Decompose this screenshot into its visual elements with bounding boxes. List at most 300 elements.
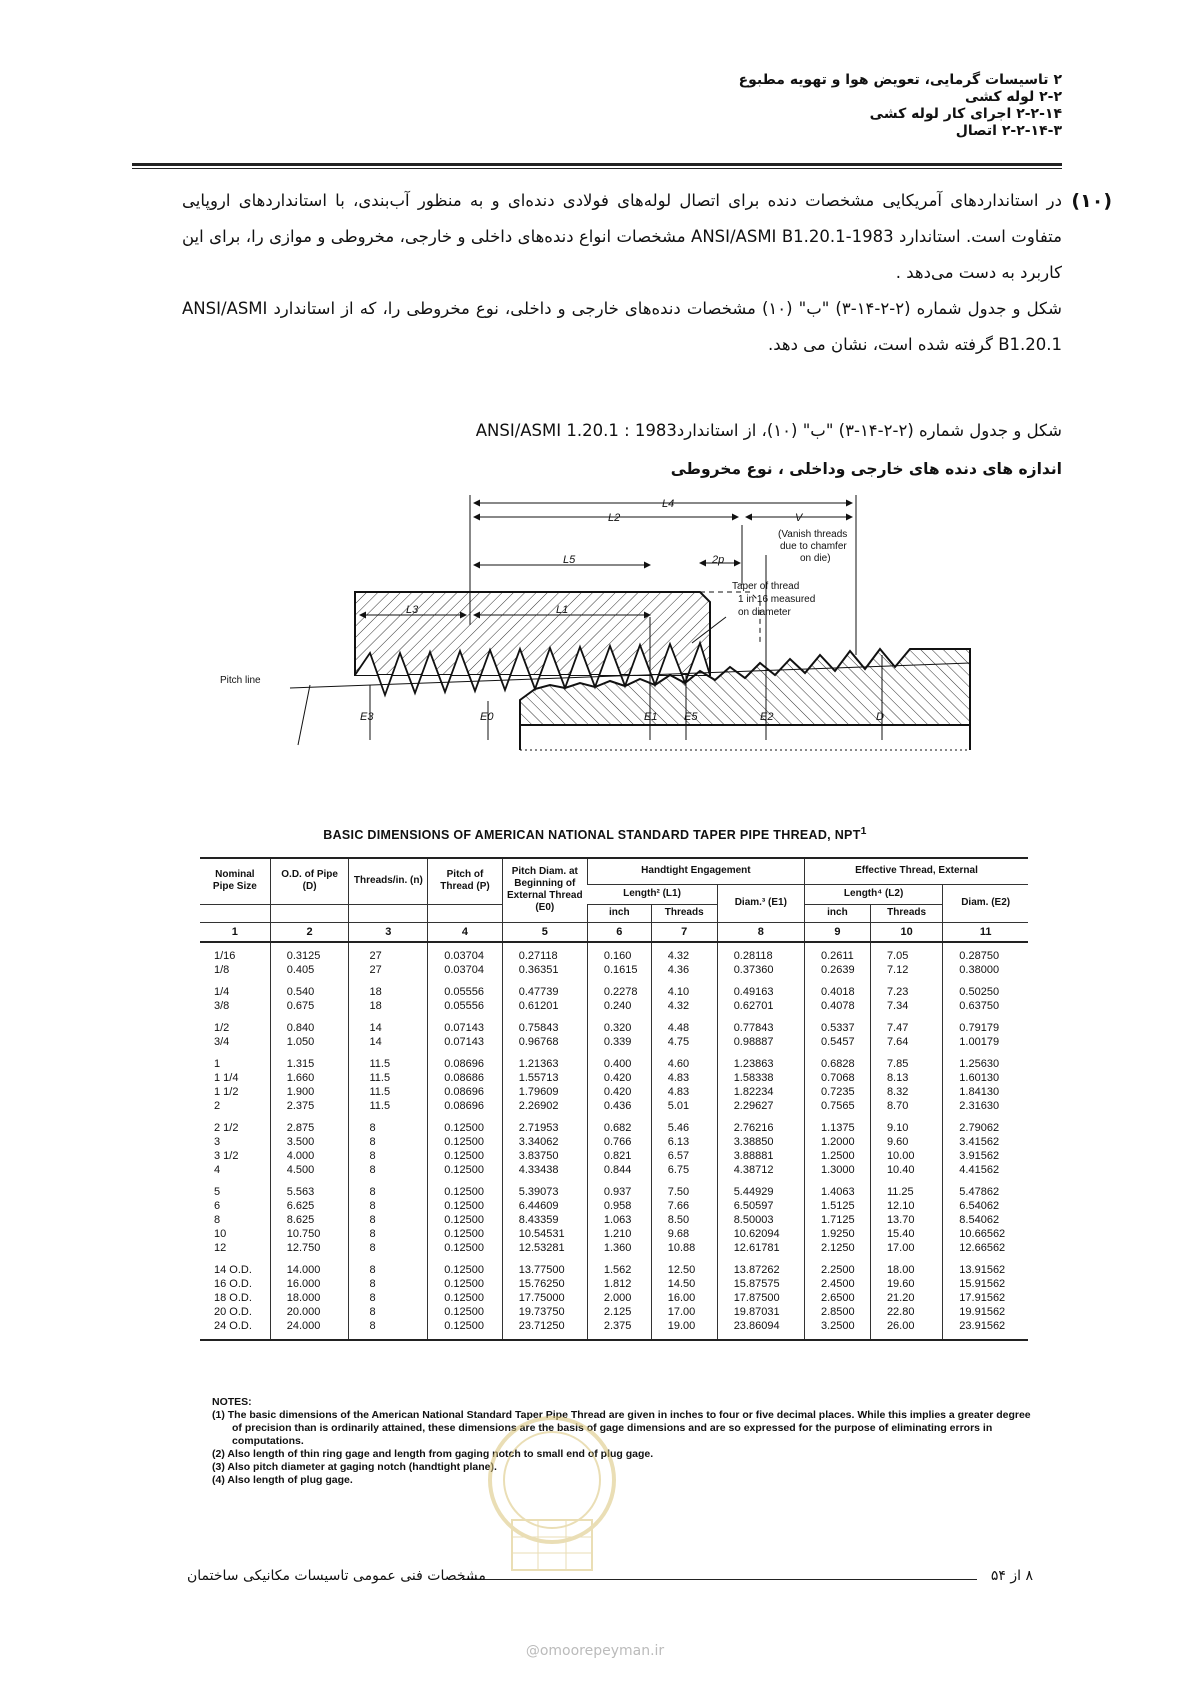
table-cell: 0.12500 — [428, 1319, 502, 1333]
notes-title: NOTES: — [212, 1396, 252, 1408]
table-cell: 0.12500 — [428, 1113, 502, 1135]
table-cell: 8 — [349, 1177, 428, 1199]
table-cell: 7.34 — [870, 999, 942, 1013]
table-cell: 0.160 — [587, 942, 651, 963]
table-spacer — [651, 1333, 717, 1340]
table-cell: 2.76216 — [717, 1113, 804, 1135]
table-cell: 7.85 — [870, 1049, 942, 1071]
table-row — [200, 977, 1028, 999]
table-cell: 0.400 — [587, 1049, 651, 1071]
table-cell: 0.12500 — [428, 1149, 502, 1163]
table-cell: 10 — [214, 1227, 227, 1240]
table-cell: 18.00 — [870, 1255, 942, 1277]
footer-rule — [462, 1579, 977, 1580]
table-cell: 7.50 — [651, 1177, 717, 1199]
table-cell: 15.76250 — [502, 1277, 587, 1291]
col-number: 1 — [200, 922, 270, 942]
table-cell: 4.36 — [651, 963, 717, 977]
table-cell: 0.436 — [587, 1099, 651, 1113]
table-cell: 16 O.D. — [214, 1277, 252, 1290]
table-cell: 2.2500 — [804, 1255, 870, 1277]
table-cell: 0.62701 — [717, 999, 804, 1013]
table-cell: 0.4018 — [804, 977, 870, 999]
table-cell: 19.60 — [870, 1277, 942, 1291]
table-cell: 2.8500 — [804, 1305, 870, 1319]
table-cell: 8 — [349, 1305, 428, 1319]
table-cell: 0.320 — [587, 1013, 651, 1035]
table-cell: 0.63750 — [943, 999, 1028, 1013]
table-cell: 0.6828 — [804, 1049, 870, 1071]
label-v: V — [795, 512, 803, 524]
table-cell: 3/8 — [214, 999, 230, 1012]
table-cell: 15.91562 — [943, 1277, 1028, 1291]
table-cell: 8.32 — [870, 1085, 942, 1099]
table-cell: 1.2500 — [804, 1149, 870, 1163]
table-cell: 1.84130 — [943, 1085, 1028, 1099]
table-cell: 14 — [349, 1035, 428, 1049]
table-cell: 0.28750 — [943, 942, 1028, 963]
header-rule-thick — [132, 163, 1062, 166]
table-spacer — [270, 1333, 349, 1340]
table-cell: 5.563 — [270, 1177, 349, 1199]
table-cell: 6.75 — [651, 1163, 717, 1177]
table-cell: 2.375 — [587, 1319, 651, 1333]
table-cell: 1.23863 — [717, 1049, 804, 1071]
col-number: 4 — [428, 922, 502, 942]
table-cell: 0.12500 — [428, 1163, 502, 1177]
label-e5: E5 — [684, 711, 698, 723]
header-line-1: ۲ تاسیسات گرمایی، تعویض هوا و تهویه مطبوع — [738, 72, 1062, 88]
table-row — [200, 999, 1028, 1013]
table-cell: 1.21363 — [502, 1049, 587, 1071]
table-cell: 0.12500 — [428, 1177, 502, 1199]
table-cell: 0.7068 — [804, 1071, 870, 1085]
table-cell: 8.50003 — [717, 1213, 804, 1227]
table-row — [200, 1305, 1028, 1319]
table-cell: 2 1/2 — [214, 1121, 239, 1134]
table-cell: 5.44929 — [717, 1177, 804, 1199]
table-cell: 0.766 — [587, 1135, 651, 1149]
label-l5: L5 — [563, 554, 576, 566]
table-cell: 0.958 — [587, 1199, 651, 1213]
table-cell: 0.08696 — [428, 1085, 502, 1099]
table-cell: 0.7565 — [804, 1099, 870, 1113]
table-cell: 1.55713 — [502, 1071, 587, 1085]
table-cell: 0.05556 — [428, 999, 502, 1013]
table-cell: 0.12500 — [428, 1213, 502, 1227]
label-e3: E3 — [360, 711, 374, 723]
table-cell: 0.08686 — [428, 1071, 502, 1085]
table-cell: 23.86094 — [717, 1319, 804, 1333]
table-cell: 1.812 — [587, 1277, 651, 1291]
table-cell: 7.64 — [870, 1035, 942, 1049]
col-number: 6 — [587, 922, 651, 942]
table-cell: 12 — [214, 1241, 227, 1254]
table-cell: 0.3125 — [270, 942, 349, 963]
table-cell: 11.25 — [870, 1177, 942, 1199]
table-cell: 10.54531 — [502, 1227, 587, 1241]
table-cell: 4.38712 — [717, 1163, 804, 1177]
table-cell: 16.00 — [651, 1291, 717, 1305]
label-d: D — [876, 711, 884, 723]
table-cell: 0.08696 — [428, 1099, 502, 1113]
table-cell: 0.844 — [587, 1163, 651, 1177]
taper-thread-diagram — [220, 498, 1000, 815]
note-3: (3) Also pitch diameter at gaging notch (handtight plane). — [212, 1461, 497, 1473]
table-title-text: BASIC DIMENSIONS OF AMERICAN NATIONAL STANDARD TAPER PIPE THREAD, NPT — [323, 828, 861, 843]
table-cell: 13.87262 — [717, 1255, 804, 1277]
note-2: (2) Also length of thin ring gage and length from gaging notch to small end of plug gage. — [212, 1448, 654, 1460]
table-title — [0, 826, 1190, 842]
table-cell: 8 — [349, 1149, 428, 1163]
table-cell: 20.000 — [270, 1305, 349, 1319]
table-cell: 18.000 — [270, 1291, 349, 1305]
table-cell: 7.47 — [870, 1013, 942, 1035]
table-cell: 2 — [214, 1099, 221, 1112]
hdr-od: O.D. of Pipe (D) — [270, 858, 349, 904]
table-cell: 0.2639 — [804, 963, 870, 977]
table-cell: 6.625 — [270, 1199, 349, 1213]
footer-doc-title: مشخصات فنی عمومی تاسیسات مکانیکی ساختمان — [187, 1568, 486, 1584]
table-cell: 10.00 — [870, 1149, 942, 1163]
table-cell: 0.28118 — [717, 942, 804, 963]
label-taper-3: on diameter — [738, 607, 791, 618]
table-cell: 8.13 — [870, 1071, 942, 1085]
hdr-diam-e2: Diam. (E2) — [943, 884, 1028, 922]
table-cell: 12.50 — [651, 1255, 717, 1277]
hdr-inch-2: inch — [804, 904, 870, 922]
table-cell: 8 — [349, 1113, 428, 1135]
table-cell: 26.00 — [870, 1319, 942, 1333]
figure-subtitle: اندازه های دنده های خارجی وداخلی ، نوع مخروطی — [670, 460, 1062, 478]
table-cell: 0.12500 — [428, 1241, 502, 1255]
table-cell: 24 O.D. — [214, 1319, 252, 1332]
header-rule-thin — [132, 168, 1062, 169]
table-row — [200, 1085, 1028, 1099]
table-cell: 17.00 — [651, 1305, 717, 1319]
table-cell: 1.210 — [587, 1227, 651, 1241]
table-cell: 5.01 — [651, 1099, 717, 1113]
table-cell: 19.73750 — [502, 1305, 587, 1319]
table-cell: 1.063 — [587, 1213, 651, 1227]
paragraph-text-2: شکل و جدول شماره (۲-۲-۱۴-۳) "ب" (۱۰) مشخصات دنده‌های خارجی و داخلی، نوع مخروطی را، که از استاندارد ANSI/ASMI B1.20.1 گرفته شده است، نشان می دهد. — [182, 299, 1062, 354]
table-cell: 0.61201 — [502, 999, 587, 1013]
hdr-nominal: Nominal Pipe Size — [200, 858, 270, 904]
table-cell: 0.7235 — [804, 1085, 870, 1099]
table-cell: 0.12500 — [428, 1255, 502, 1277]
table-cell: 14 O.D. — [214, 1263, 252, 1276]
table-cell: 0.98887 — [717, 1035, 804, 1049]
table-cell: 1.3000 — [804, 1163, 870, 1177]
table-cell: 10.62094 — [717, 1227, 804, 1241]
table-spacer — [943, 1333, 1028, 1340]
col-number: 3 — [349, 922, 428, 942]
table-cell: 10.66562 — [943, 1227, 1028, 1241]
table-cell: 2.4500 — [804, 1277, 870, 1291]
table-cell: 1/4 — [214, 985, 230, 998]
table-cell: 8.625 — [270, 1213, 349, 1227]
table-cell: 8 — [349, 1255, 428, 1277]
table-cell: 10.40 — [870, 1163, 942, 1177]
table-cell: 6 — [214, 1199, 221, 1212]
table-cell: 0.682 — [587, 1113, 651, 1135]
table-cell: 2.125 — [587, 1305, 651, 1319]
hdr-length-l2: Length⁴ (L2) — [804, 884, 942, 904]
table-cell: 2.6500 — [804, 1291, 870, 1305]
table-cell: 4.10 — [651, 977, 717, 999]
table-cell: 0.821 — [587, 1149, 651, 1163]
col-number: 11 — [943, 922, 1028, 942]
table-cell: 8.43359 — [502, 1213, 587, 1227]
note-1: (1) The basic dimensions of the American National Standard Taper Pipe Thread are given in inches to four or five decimal places. While this implies a greater degree of precision than is ordinarily attained, these dimensions are the basis of gage dimensions and are so expressed for the purpose of eliminating errors in computations. — [212, 1409, 1031, 1447]
table-cell: 2.000 — [587, 1291, 651, 1305]
table-cell: 6.54062 — [943, 1199, 1028, 1213]
table-cell: 1.5125 — [804, 1199, 870, 1213]
table-cell: 20 O.D. — [214, 1305, 252, 1318]
table-row — [200, 942, 1028, 963]
table-cell: 0.675 — [270, 999, 349, 1013]
table-cell: 4 — [214, 1163, 221, 1176]
table-cell: 0.12500 — [428, 1277, 502, 1291]
table-row — [200, 1099, 1028, 1113]
table-cell: 4.500 — [270, 1163, 349, 1177]
table-cell: 1.25630 — [943, 1049, 1028, 1071]
hdr-diam-e1: Diam.³ (E1) — [717, 884, 804, 922]
table-cell: 0.12500 — [428, 1227, 502, 1241]
table-cell: 7.23 — [870, 977, 942, 999]
table-cell: 8 — [349, 1291, 428, 1305]
table-cell: 2.1250 — [804, 1241, 870, 1255]
table-cell: 3 1/2 — [214, 1149, 239, 1162]
table-cell: 14 — [349, 1013, 428, 1035]
table-cell: 7.05 — [870, 942, 942, 963]
table-cell: 23.91562 — [943, 1319, 1028, 1333]
table-row — [200, 1277, 1028, 1291]
table-cell: 2.71953 — [502, 1113, 587, 1135]
table-cell: 8.54062 — [943, 1213, 1028, 1227]
hdr-threads-2: Threads — [870, 904, 942, 922]
hdr-handtight: Handtight Engagement — [587, 858, 804, 884]
label-l1: L1 — [556, 604, 569, 616]
table-cell: 6.57 — [651, 1149, 717, 1163]
table-cell: 8 — [349, 1227, 428, 1241]
table-title-sup: 1 — [860, 826, 867, 837]
table-cell: 1.58338 — [717, 1071, 804, 1085]
table-cell: 11.5 — [349, 1071, 428, 1085]
table-cell: 11.5 — [349, 1099, 428, 1113]
table-cell: 0.5457 — [804, 1035, 870, 1049]
section-header — [739, 72, 1062, 140]
table-cell: 5.39073 — [502, 1177, 587, 1199]
table-cell: 3.34062 — [502, 1135, 587, 1149]
table-cell: 1 1/4 — [214, 1071, 239, 1084]
table-cell: 0.07143 — [428, 1013, 502, 1035]
table-cell: 2.875 — [270, 1113, 349, 1135]
table-cell: 0.49163 — [717, 977, 804, 999]
table-cell: 0.12500 — [428, 1199, 502, 1213]
table-cell: 7.12 — [870, 963, 942, 977]
paragraph-text-1: در استانداردهای آمریکایی مشخصات دنده برای اتصال لوله‌های فولادی دنده‌ای و به منظور آب‌بندی، با استانداردهای اروپایی متفاوت است. استاندارد ANSI/ASMI B1.20.1-1983 مشخصات انواع دنده‌های داخلی و خارجی، مخروطی و موازی را، برای این کاربرد به دست می‌دهد . — [182, 191, 1062, 282]
table-cell: 0.405 — [270, 963, 349, 977]
col-number: 5 — [502, 922, 587, 942]
table-cell: 0.50250 — [943, 977, 1028, 999]
table-cell: 1 1/2 — [214, 1085, 239, 1098]
table-cell: 8.50 — [651, 1213, 717, 1227]
table-cell: 2.29627 — [717, 1099, 804, 1113]
table-cell: 1 — [214, 1057, 221, 1070]
table-cell: 0.12500 — [428, 1305, 502, 1319]
table-cell: 0.540 — [270, 977, 349, 999]
col-number: 2 — [270, 922, 349, 942]
table-row — [200, 1049, 1028, 1071]
table-row — [200, 1291, 1028, 1305]
col-number: 8 — [717, 922, 804, 942]
table-cell: 0.4078 — [804, 999, 870, 1013]
table-cell: 2.375 — [270, 1099, 349, 1113]
label-e2: E2 — [760, 711, 774, 723]
table-cell: 10.750 — [270, 1227, 349, 1241]
table-cell: 0.840 — [270, 1013, 349, 1035]
footer-website: @omoorepeyman.ir — [525, 1643, 665, 1659]
table-cell: 0.05556 — [428, 977, 502, 999]
table-cell: 3.38850 — [717, 1135, 804, 1149]
table-cell: 8 — [349, 1213, 428, 1227]
table-cell: 27 — [349, 942, 428, 963]
table-cell: 4.32 — [651, 999, 717, 1013]
table-cell: 6.13 — [651, 1135, 717, 1149]
table-cell: 0.03704 — [428, 942, 502, 963]
table-cell: 27 — [349, 963, 428, 977]
table-spacer — [502, 1333, 587, 1340]
label-e1: E1 — [644, 711, 658, 723]
table-row — [200, 1113, 1028, 1135]
table-row — [200, 1163, 1028, 1177]
hdr-effective: Effective Thread, External — [804, 858, 1028, 884]
footer-page-number: ۸ از ۵۴ — [990, 1568, 1033, 1584]
table-spacer — [200, 1333, 270, 1340]
table-cell: 0.37360 — [717, 963, 804, 977]
hdr-inch-1: inch — [587, 904, 651, 922]
header-line-3: ۲-۲-۱۴ اجرای کار لوله کشی — [869, 106, 1062, 122]
table-cell: 1.2000 — [804, 1135, 870, 1149]
table-cell: 0.2278 — [587, 977, 651, 999]
table-cell: 3.2500 — [804, 1319, 870, 1333]
table-cell: 18 — [349, 977, 428, 999]
table-cell: 0.38000 — [943, 963, 1028, 977]
table-cell: 0.240 — [587, 999, 651, 1013]
table-cell: 1.4063 — [804, 1177, 870, 1199]
watermark-seal-icon — [452, 1400, 652, 1575]
table-cell: 13.70 — [870, 1213, 942, 1227]
table-cell: 15.40 — [870, 1227, 942, 1241]
table-cell: 4.32 — [651, 942, 717, 963]
table-cell: 1/2 — [214, 1021, 230, 1034]
table-cell: 12.10 — [870, 1199, 942, 1213]
label-e0: E0 — [480, 711, 494, 723]
table-cell: 15.87575 — [717, 1277, 804, 1291]
table-cell: 8.70 — [870, 1099, 942, 1113]
table-row — [200, 1319, 1028, 1333]
hdr-pitch: Pitch of Thread (P) — [428, 858, 502, 904]
table-cell: 4.83 — [651, 1071, 717, 1085]
table-cell: 0.07143 — [428, 1035, 502, 1049]
label-vanish-1: (Vanish threads — [778, 529, 848, 540]
table-cell: 4.48 — [651, 1013, 717, 1035]
table-cell: 1.79609 — [502, 1085, 587, 1099]
table-cell: 8 — [349, 1135, 428, 1149]
table-row — [200, 1013, 1028, 1035]
table-cell: 0.79179 — [943, 1013, 1028, 1035]
table-cell: 8 — [349, 1241, 428, 1255]
table-cell: 22.80 — [870, 1305, 942, 1319]
table-row — [200, 1255, 1028, 1277]
table-cell: 16.000 — [270, 1277, 349, 1291]
hdr-threads-1: Threads — [651, 904, 717, 922]
table-cell: 0.08696 — [428, 1049, 502, 1071]
table-row — [200, 1135, 1028, 1149]
table-cell: 0.937 — [587, 1177, 651, 1199]
table-cell: 11.5 — [349, 1085, 428, 1099]
table-cell: 17.75000 — [502, 1291, 587, 1305]
table-cell: 0.5337 — [804, 1013, 870, 1035]
table-cell: 12.61781 — [717, 1241, 804, 1255]
label-2p: 2p — [712, 554, 725, 566]
label-taper-2: 1 in 16 measured — [738, 594, 816, 605]
table-cell: 0.1615 — [587, 963, 651, 977]
note-4: (4) Also length of plug gage. — [212, 1474, 353, 1486]
table-cell: 0.77843 — [717, 1013, 804, 1035]
table-cell: 9.10 — [870, 1113, 942, 1135]
table-cell: 1.660 — [270, 1071, 349, 1085]
table-cell: 6.44609 — [502, 1199, 587, 1213]
table-cell: 1.60130 — [943, 1071, 1028, 1085]
table-cell: 14.000 — [270, 1255, 349, 1277]
table-cell: 1.900 — [270, 1085, 349, 1099]
table-cell: 1.1375 — [804, 1113, 870, 1135]
table-cell: 3.500 — [270, 1135, 349, 1149]
hdr-threads: Threads/in. (n) — [349, 858, 428, 904]
label-l4: L4 — [662, 498, 675, 510]
table-spacer — [428, 1333, 502, 1340]
table-spacer — [349, 1333, 428, 1340]
table-cell: 9.60 — [870, 1135, 942, 1149]
table-row — [200, 1177, 1028, 1199]
table-row — [200, 1035, 1028, 1049]
table-cell: 1.7125 — [804, 1213, 870, 1227]
table-row — [200, 963, 1028, 977]
table-cell: 0.12500 — [428, 1135, 502, 1149]
table-cell: 1.360 — [587, 1241, 651, 1255]
table-cell: 17.91562 — [943, 1291, 1028, 1305]
paragraph-number: (۱۰) — [1071, 190, 1112, 212]
table-cell: 4.60 — [651, 1049, 717, 1071]
table-cell: 11.5 — [349, 1049, 428, 1071]
table-row — [200, 1213, 1028, 1227]
table-cell: 3 — [214, 1135, 221, 1148]
table-cell: 8 — [214, 1213, 221, 1226]
table-cell: 5.47862 — [943, 1177, 1028, 1199]
table-row — [200, 1241, 1028, 1255]
table-cell: 7.66 — [651, 1199, 717, 1213]
table-cell: 4.75 — [651, 1035, 717, 1049]
table-spacer — [804, 1333, 870, 1340]
label-l3: L3 — [406, 604, 419, 616]
table-cell: 9.68 — [651, 1227, 717, 1241]
table-cell: 4.33438 — [502, 1163, 587, 1177]
table-cell: 17.87500 — [717, 1291, 804, 1305]
table-cell: 0.47739 — [502, 977, 587, 999]
table-cell: 13.77500 — [502, 1255, 587, 1277]
